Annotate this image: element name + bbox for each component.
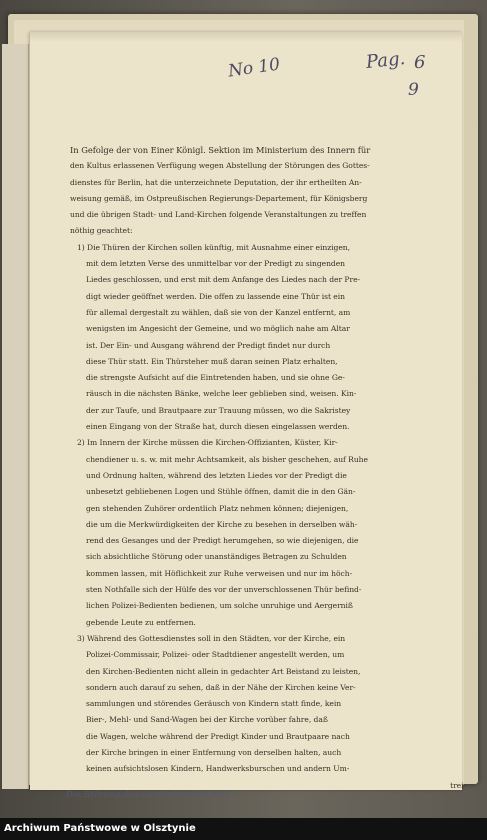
corner-page-number: 6 [414,52,426,73]
text-line: dienstes für Berlin, hat die unterzeichnete Deputation, der ihr ertheilten An- [70,177,362,187]
text-line: unbesetzt gebliebenen Logen und Stühle öffnen, damit die in den Gän- [86,487,356,497]
left-sheet-edge [2,44,29,789]
text-line: den Kirchen-Bedienten nicht allein in gedachter Art Beistand zu leisten, [86,666,361,676]
archive-footer: Archiwum Państwowe w Olsztynie [0,818,487,840]
text-line: 1) Die Thüren der Kirchen sollen künftig, mit Ausnahme einer einzigen, [77,242,351,252]
text-line: die strengste Aufsicht auf die Eintretenden haben, und sie ohne Ge- [86,373,345,383]
text-line: die Wagen, welche während der Predigt Kinder und Brautpaare nach [86,731,350,741]
text-line: nöthig geachtet: [70,226,133,236]
text-line: räusch in die nächsten Bänke, welche leer geblieben sind, weisen. Kin- [86,389,357,399]
text-line: sich absichtliche Störung oder unanständiges Betragen zu Schulden [86,552,347,562]
text-line: digt wieder geöffnet werden. Die offen zu lassende eine Thür ist ein [86,291,345,301]
text-line: Bier-, Mehl- und Sand-Wagen bei der Kirche vorüber fahre, daß [86,715,328,725]
text-line: kommen lassen, mit Höflichkeit zur Ruhe verweisen und nur im höch- [86,568,353,578]
text-line: 3) Während des Gottesdienstes soll in den Städten, vor der Kirche, ein [77,633,346,643]
archive-number: No 10 [226,54,282,82]
text-line: und die übrigen Stadt- und Land-Kirchen folgende Veranstaltungen zu treffen [70,210,367,220]
text-line: sten Nothfalle sich der Hülfe des vor der unverschlossenen Thür befind- [86,585,362,595]
text-line: gebende Leute zu entfernen. [86,617,196,627]
text-line: der zur Taufe, und Brautpaare zur Trauung müssen, wo die Sakristey [86,405,351,415]
text-line: mit dem letzten Verse des unmittelbar vor der Predigt zu singenden [86,259,346,269]
margin-note: Die Störung des Gottesdienstes betr. [66,790,232,800]
text-line: chendiener u. s. w. mit mehr Achtsamkeit, als bisher geschehen, auf Ruhe [86,454,368,464]
text-line: und Ordnung halten, während des letzten Liedes vor der Predigt die [86,470,347,480]
text-line: sammlungen und störendes Geräusch von Kindern statt finde, kein [86,699,342,709]
text-line: gen stehenden Zuhörer ordentlich Platz nehmen können; diejenigen, [86,503,349,513]
text-line: sondern auch darauf zu sehen, daß in der Nähe der Kirchen keine Ver- [86,682,356,692]
text-line: einen Eingang von der Straße hat, durch diesen eingelassen werden. [86,422,350,432]
text-line: lichen Polizei-Bedienten bedienen, um solche unruhige und Aergerniß [86,601,353,611]
text-line: 2) Im Innern der Kirche müssen die Kirchen-Offizianten, Küster, Kir- [77,438,338,448]
corner-page-number-2: 9 [408,80,419,100]
text-line: keinen aufsichtslosen Kindern, Handwerksburschen und andern Um- [86,764,350,774]
document-body [70,142,468,794]
text-line: ist. Der Ein- und Ausgang während der Predigt findet nur durch [86,340,331,350]
text-line: In Gefolge der von Einer Königl. Sektion im Ministerium des Innern für [70,145,371,155]
text-line: der Kirche bringen in einer Entfernung von derselben halten, auch [86,747,342,757]
text-line: Liedes geschlossen, und erst mit dem Anfange des Liedes nach der Pre- [86,275,361,285]
text-line: Polizei-Commissair, Polizei- oder Stadtdiener angestellt werden, um [86,650,345,660]
text-line: die um die Merkwürdigkeiten der Kirche zu besehen in derselben wäh- [86,519,358,529]
text-line: den Kultus erlassenen Verfügung wegen Abstellung der Störungen des Gottes- [70,161,370,171]
text-line: für allemal dergestalt zu wählen, daß sie von der Kanzel entfernt, am [86,307,351,317]
text-line: weisung gemäß, im Ostpreußischen Regierungs-Departement, für Königsberg [70,193,368,203]
corner-note: Pag. [365,48,407,73]
text-line: wenigsten im Angesicht der Gemeine, und wo möglich nahe am Altar [86,324,350,334]
text-line: rend des Gesanges und der Predigt herumgehen, so wie diejenigen, die [86,536,359,546]
page-top-edge [30,32,462,42]
text-line: diese Thür statt. Ein Thürsteher muß daran seinen Platz erhalten, [86,356,338,366]
catchword: trei- [450,780,466,790]
